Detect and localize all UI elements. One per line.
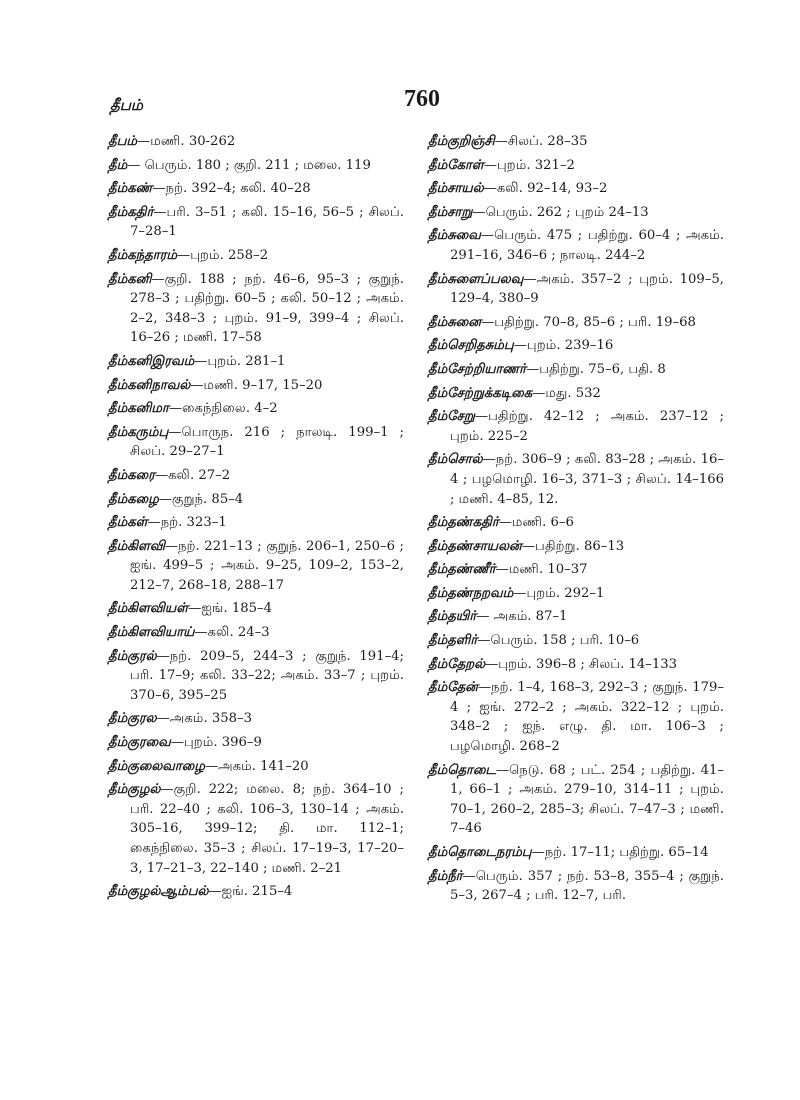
index-entry bbox=[108, 709, 404, 729]
entry-headword: தீம்கோள் bbox=[428, 157, 484, 173]
index-entry bbox=[108, 780, 404, 878]
entry-references: —புறம். 396–9 bbox=[170, 735, 262, 751]
index-entry bbox=[108, 270, 404, 348]
entry-headword: தீம்தண்நறவம் bbox=[428, 585, 514, 601]
entry-references: —மணி. 10–37 bbox=[495, 562, 588, 578]
entry-references: —கலி. 24–3 bbox=[194, 625, 270, 641]
index-entry bbox=[108, 733, 404, 753]
entry-headword: தீபம் bbox=[108, 134, 138, 149]
index-entry bbox=[428, 179, 724, 199]
index-entry bbox=[108, 599, 404, 619]
entry-headword: தீம்கந்தாரம் bbox=[108, 247, 178, 263]
index-entry bbox=[428, 384, 724, 404]
index-entry bbox=[428, 450, 724, 509]
entry-headword: தீம்சுளைப்பலவு bbox=[428, 271, 524, 287]
entry-headword: தீம்கிளவியள் bbox=[108, 601, 189, 617]
entry-headword: தீம்தண்சாயலன் bbox=[428, 538, 522, 554]
index-entry bbox=[108, 132, 404, 152]
index-entry bbox=[108, 352, 404, 372]
entry-references: —பெரும். 158 ; பரி. 10–6 bbox=[477, 633, 640, 649]
entry-references: —பதிற்று. 42–12 ; அகம். 237–12 ; புறம். 225–2 bbox=[450, 409, 724, 444]
entry-headword: தீம்தண்ணீர் bbox=[428, 562, 496, 578]
index-entry bbox=[108, 537, 404, 596]
entry-headword: தீம்கரும்பு bbox=[108, 424, 169, 440]
entry-headword: தீம்கிளவியாய் bbox=[108, 625, 195, 641]
index-entry bbox=[428, 607, 724, 627]
entry-references: —பதிற்று. 75–6, பதி. 8 bbox=[526, 361, 666, 377]
index-entry bbox=[428, 360, 724, 380]
entry-references: —மது. 532 bbox=[532, 385, 601, 401]
entry-references: —பெரும். 357 ; நற். 53–8, 355–4 ; குறுந். 5–3, 267–4 ; பரி. 12–7, பரி. bbox=[450, 868, 724, 904]
entry-headword: தீம்சேறு bbox=[428, 409, 475, 425]
entry-references: —மணி. 6–6 bbox=[498, 515, 574, 531]
index-entry bbox=[428, 407, 724, 446]
entry-references: —நற். 209–5, 244–3 ; குறுந். 191–4; பரி. 17–9; கலி. 33–22; அகம். 33–7 ; புறம். 370–6, 395–25 bbox=[130, 648, 404, 703]
entry-headword: தீம்சேற்றியாணர் bbox=[428, 361, 527, 377]
entry-headword: தீம்தளிர் bbox=[428, 633, 478, 649]
entry-headword: தீம்கனிமா bbox=[108, 401, 169, 417]
index-entry bbox=[428, 132, 724, 152]
entry-references: —புறம். 239–16 bbox=[513, 338, 614, 354]
page-number: 760 bbox=[404, 86, 440, 112]
entry-references: —பெரும். 475 ; பதிற்று. 60–4 ; அகம். 291–16, 346–6 ; நாலடி. 244–2 bbox=[450, 228, 724, 263]
index-entry bbox=[428, 156, 724, 176]
entry-references: —கலி. 27–2 bbox=[154, 467, 231, 483]
index-entry bbox=[428, 867, 724, 906]
entry-references: —பெரும். 262 ; புறம் 24–13 bbox=[472, 204, 649, 220]
entry-references: —அகம். 141–20 bbox=[204, 758, 309, 774]
entry-headword: தீம்சேற்றுக்கடிகை bbox=[428, 385, 533, 401]
entry-references: —பதிற்று. 86–13 bbox=[521, 538, 625, 554]
index-entry bbox=[108, 490, 404, 510]
entry-references: —பதிற்று. 70–8, 85–6 ; பரி. 19–68 bbox=[481, 314, 696, 330]
index-entry bbox=[428, 631, 724, 651]
entry-headword: தீம் bbox=[108, 157, 128, 173]
entry-references: —நற். 306–9 ; கலி. 83–28 ; அகம். 16–4 ; பழமொழி. 16–3, 371–3 ; சிலப். 14–166 ; மணி. 4–85, 12. bbox=[450, 452, 724, 507]
entry-headword: தீம்தண்கதிர் bbox=[428, 515, 499, 531]
index-entry bbox=[108, 513, 404, 533]
index-entry bbox=[108, 156, 404, 176]
entry-headword: தீம்தொடை bbox=[428, 762, 496, 778]
entry-references: —நெடு. 68 ; பட். 254 ; பதிற்று. 41–1, 66–1 ; அகம். 279–10, 314–11 ; புறம். 70–1, 260–2, 285–3; சிலப். 7–47–3 ; மணி. 7–46 bbox=[450, 762, 724, 837]
index-entry bbox=[108, 757, 404, 777]
entry-references: —புறம். 321–2 bbox=[483, 157, 575, 173]
index-entry bbox=[108, 399, 404, 419]
index-entry bbox=[428, 313, 724, 333]
entry-headword: தீம்செறிதசும்பு bbox=[428, 338, 514, 354]
entry-headword: தீம்கதிர் bbox=[108, 204, 154, 220]
index-entry bbox=[108, 623, 404, 643]
entry-headword: தீம்குறிஞ்சி bbox=[428, 134, 495, 149]
entry-references: —குறுந். 85–4 bbox=[158, 491, 244, 507]
index-entry bbox=[428, 203, 724, 223]
entry-references: — பெரும். 180 ; குறி. 211 ; மலை. 119 bbox=[127, 157, 371, 173]
entry-headword: தீம்குழல் bbox=[108, 782, 161, 798]
entry-headword: தீம்தேன் bbox=[428, 680, 478, 696]
index-entry bbox=[428, 761, 724, 839]
entry-references: —நற். 392–4; கலி. 40–28 bbox=[152, 181, 311, 197]
index-entry bbox=[108, 647, 404, 706]
entry-references: —கலி. 92–14, 93–2 bbox=[483, 181, 608, 197]
entry-headword: தீம்குரல bbox=[108, 711, 157, 727]
entry-headword: தீம்நீர் bbox=[428, 868, 463, 884]
entry-references: —ஐங். 215–4 bbox=[208, 884, 293, 900]
entry-references: —நற். 17–11; பதிற்று. 65–14 bbox=[531, 845, 709, 860]
index-entry bbox=[428, 226, 724, 265]
index-entry bbox=[108, 423, 404, 462]
index-entry bbox=[108, 466, 404, 486]
index-entry bbox=[428, 584, 724, 604]
index-entry bbox=[108, 179, 404, 199]
index-entry bbox=[428, 655, 724, 675]
entry-references: —பொருந. 216 ; நாலடி. 199–1 ; சிலப். 29–27–1 bbox=[130, 424, 404, 460]
entry-references: —ஐங். 185–4 bbox=[188, 601, 272, 617]
entry-references: —கைந்நிலை. 4–2 bbox=[168, 401, 278, 417]
entry-headword: தீம்சொல் bbox=[428, 452, 483, 468]
entry-references: —புறம். 281–1 bbox=[194, 353, 286, 369]
entry-references: —அகம். 357–2 ; புறம். 109–5, 129–4, 380–9 bbox=[450, 271, 724, 307]
entry-headword: தீம்குழல்ஆம்பல் bbox=[108, 884, 209, 900]
entry-references: —மணி. 9–17, 15–20 bbox=[190, 377, 323, 393]
entry-references: —பரி. 3–51 ; கலி. 15–16, 56–5 ; சிலப். 7–28–1 bbox=[130, 204, 404, 240]
entry-references: —நற். 1–4, 168–3, 292–3 ; குறுந். 179–4 ; ஐங். 272–2 ; அகம். 322–12 ; புறம். 348–2 ; ஐந். எழு. தி. மா. 106–3 ; பழமொழி. 268–2 bbox=[450, 680, 724, 755]
index-entry bbox=[428, 336, 724, 356]
right-column bbox=[428, 132, 724, 910]
entry-references: —புறம். 292–1 bbox=[513, 585, 605, 601]
left-column bbox=[108, 132, 404, 906]
index-entry bbox=[108, 376, 404, 396]
entry-headword: தீம்கரை bbox=[108, 467, 155, 483]
entry-references: — அகம். 87–1 bbox=[476, 609, 568, 625]
index-entry bbox=[108, 246, 404, 266]
entry-headword: தீம்கள் bbox=[108, 515, 148, 531]
entry-headword: தீம்கிளவி bbox=[108, 538, 165, 554]
entry-headword: தீம்சாயல் bbox=[428, 181, 484, 197]
entry-headword: தீம்சாறு bbox=[428, 204, 473, 220]
entry-references: —குறி. 188 ; நற். 46–6, 95–3 ; குறுந். 278–3 ; பதிற்று. 60–5 ; கலி. 50–12 ; அகம். 2–2, 348–3 ; புறம். 91–9, 399–4 ; சிலப். 16–26 ; மணி. 17–58 bbox=[130, 271, 404, 346]
entry-references: —அகம். 358–3 bbox=[156, 711, 253, 727]
index-entry bbox=[108, 882, 404, 902]
entry-headword: தீம்குரவை bbox=[108, 735, 171, 751]
entry-headword: தீம்கழை bbox=[108, 491, 159, 507]
entry-headword: தீம்கனி bbox=[108, 271, 152, 287]
entry-headword: தீம்கண் bbox=[108, 181, 153, 197]
entry-headword: தீம்கனிஇரவம் bbox=[108, 353, 195, 369]
entry-references: —நற். 221–13 ; குறுந். 206–1, 250–6 ; ஐங். 499–5 ; அகம். 9–25, 109–2, 153–2, 212–7, 268–18, 288–17 bbox=[130, 538, 404, 593]
index-entry bbox=[428, 560, 724, 580]
index-entry bbox=[108, 203, 404, 242]
index-entry bbox=[428, 678, 724, 756]
entry-references: —சிலப். 28–35 bbox=[494, 134, 588, 149]
entry-references: —மணி. 30-262 bbox=[137, 134, 236, 149]
entry-headword: தீம்குலைவாழை bbox=[108, 758, 205, 774]
index-entry bbox=[428, 270, 724, 309]
entry-headword: தீம்தொடைநரம்பு bbox=[428, 845, 532, 860]
index-entry bbox=[428, 843, 724, 863]
entry-references: —குறி. 222; மலை. 8; நற். 364–10 ; பரி. 22–40 ; கலி. 106–3, 130–14 ; அகம். 305–16, 399–12; தி. மா. 112–1; கைந்நிலை. 35–3 ; சிலப். 17–19–3, 17–20–3, 17–21–3, 22–140 ; மணி. 2–21 bbox=[130, 782, 404, 876]
index-entry bbox=[428, 537, 724, 557]
entry-headword: தீம்சுவை bbox=[428, 228, 481, 244]
entry-headword: தீம்குரல் bbox=[108, 648, 157, 664]
entry-references: —புறம். 258–2 bbox=[177, 247, 269, 263]
entry-headword: தீம்கனிநாவல் bbox=[108, 377, 191, 393]
entry-headword: தீம்தேறல் bbox=[428, 656, 486, 672]
entry-references: —நற். 323–1 bbox=[147, 515, 227, 531]
entry-references: —புறம். 396–8 ; சிலப். 14–133 bbox=[485, 656, 678, 672]
entry-headword: தீம்சுனை bbox=[428, 314, 482, 330]
entry-headword: தீம்தயிர் bbox=[428, 609, 477, 625]
index-entry bbox=[428, 513, 724, 533]
running-head: தீபம் bbox=[110, 96, 144, 114]
